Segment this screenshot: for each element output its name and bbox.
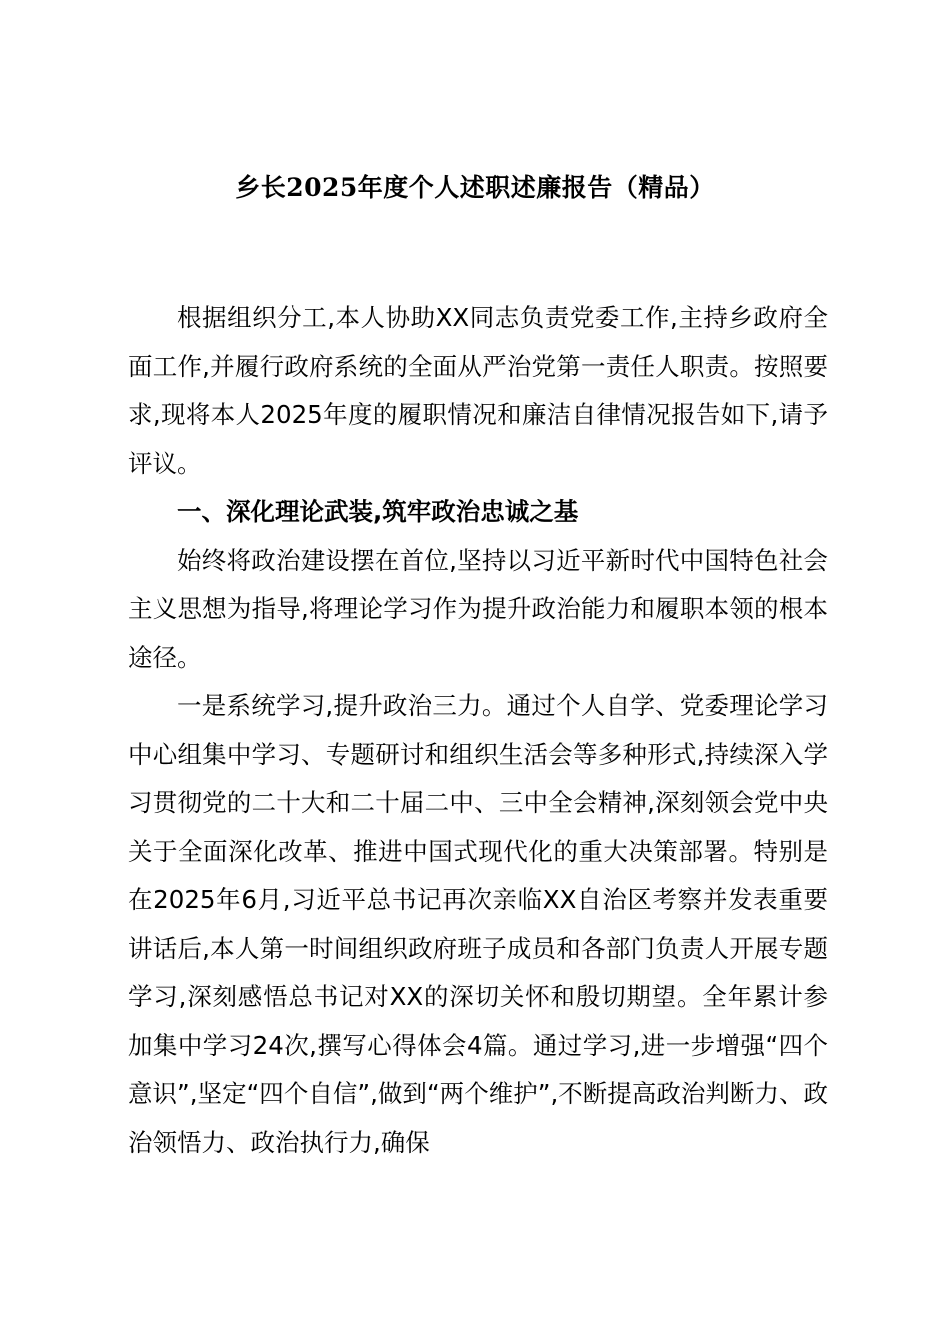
intro-paragraph: 根据组织分工,本人协助XX同志负责党委工作,主持乡政府全面工作,并履行政府系统的全面从严治党第一责任人职责。按照要求,现将本人2025年度的履职情况和廉洁自律情况报告如下,请予评议。	[128, 303, 828, 478]
section-1-paragraph-2: 一是系统学习,提升政治三力。通过个人自学、党委理论学习中心组集中学习、专题研讨和组织生活会等多种形式,持续深入学习贯彻党的二十大和二十届二中、三中全会精神,深刻领会党中央关于全面深化改革、推进中国式现代化的重大决策部署。特别是在2025年6月,习近平总书记再次亲临XX自治区考察并发表重要讲话后,本人第一时间组织政府班子成员和各部门负责人开展专题学习,深刻感悟总书记对XX的深切关怀和殷切期望。全年累计参加集中学习24次,撰写心得体会4篇。通过学习,进一步增强“四个意识”,坚定“四个自信”,做到“两个维护”,不断提高政治判断力、政治领悟力、政治执行力,确保	[128, 691, 828, 1157]
section-heading-1: 一、深化理论武装,筑牢政治忠诚之基	[177, 497, 579, 526]
section-1-paragraph-1: 始终将政治建设摆在首位,坚持以习近平新时代中国特色社会主义思想为指导,将理论学习作为提升政治能力和履职本领的根本途径。	[128, 545, 828, 672]
document-title: 乡长2025年度个人述职述廉报告（精品）	[235, 173, 715, 202]
document-body	[128, 294, 828, 1167]
